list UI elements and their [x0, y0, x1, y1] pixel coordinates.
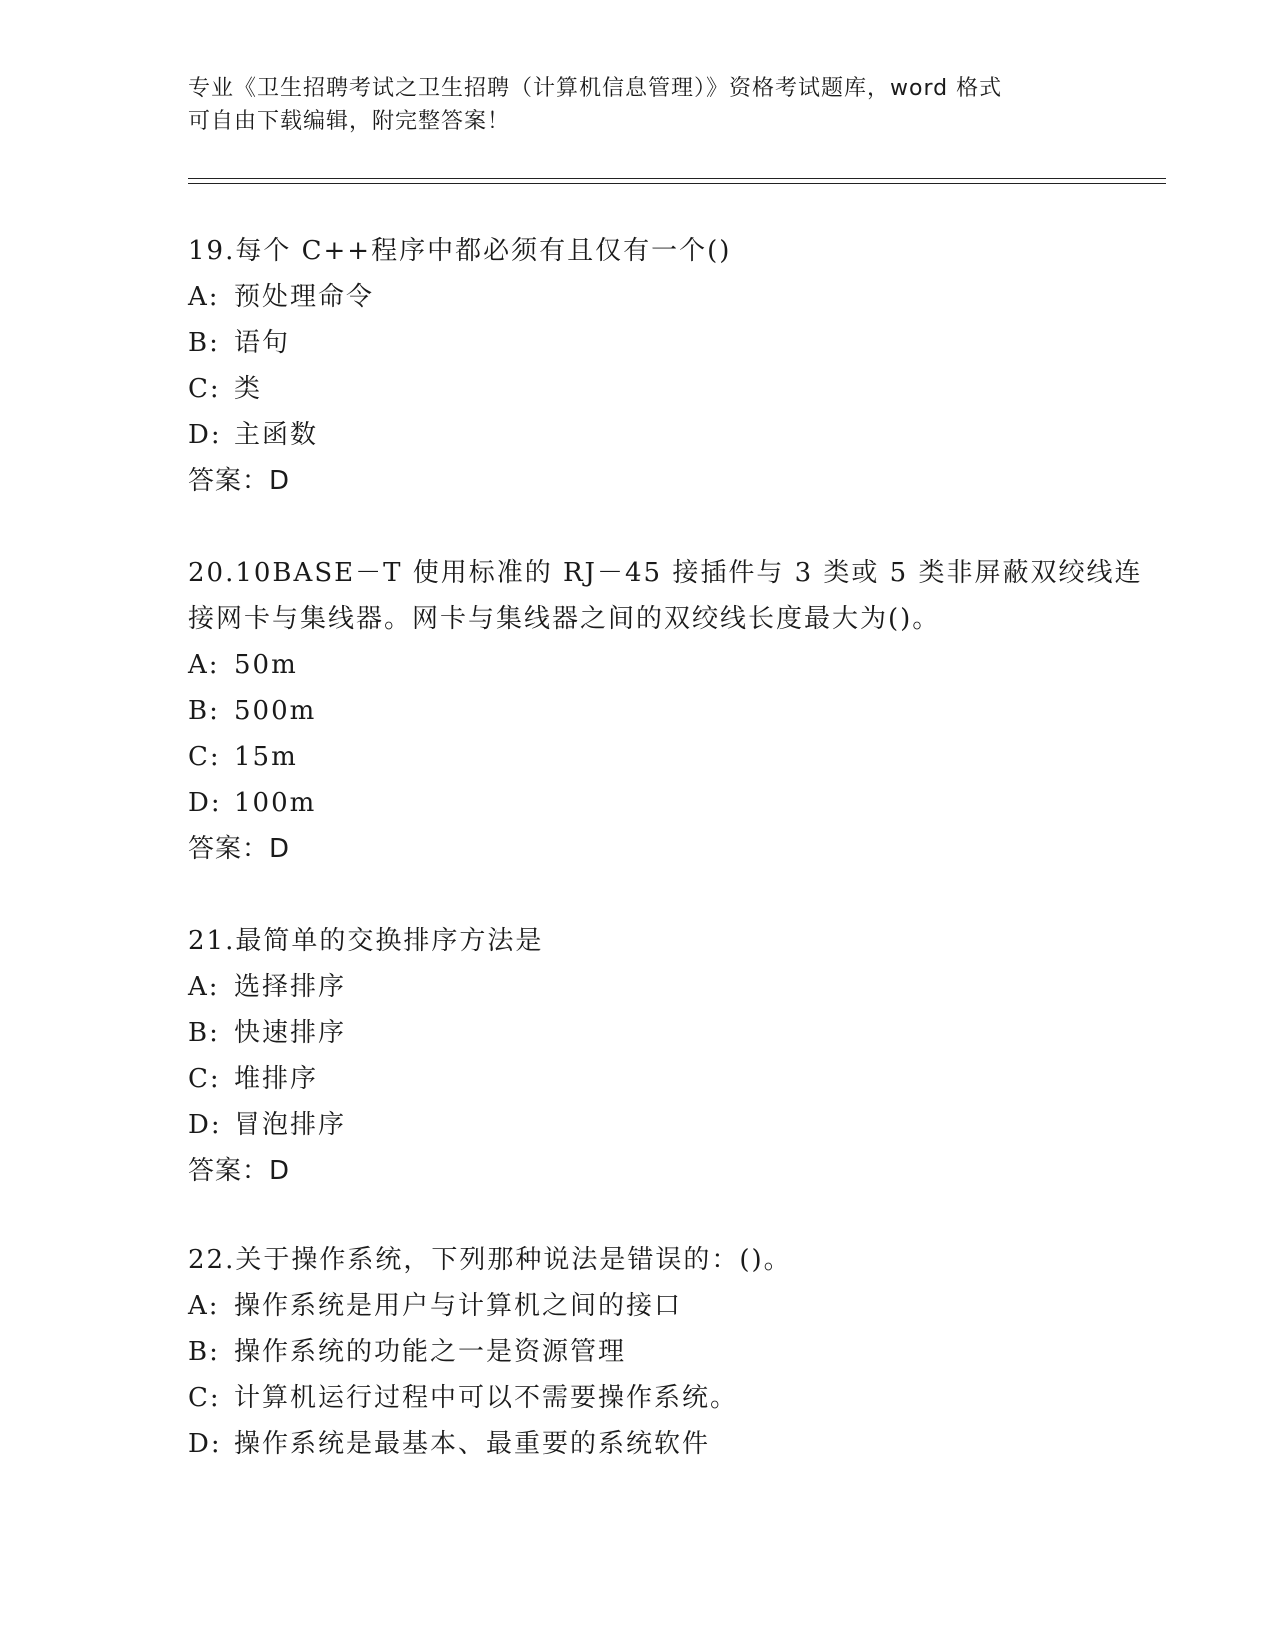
option-a [188, 642, 1188, 688]
option-letter: A: [188, 1291, 220, 1321]
document-header [188, 72, 1088, 138]
option-a [188, 274, 1188, 320]
option-d [188, 412, 1188, 458]
option-letter: D: [188, 420, 222, 450]
question-stem: 20.10BASE－T 使用标准的 RJ－45 接插件与 3 类或 5 类非屏蔽双绞线连 [188, 558, 1143, 588]
option-c [188, 1375, 1188, 1421]
option-text: 50m [234, 650, 298, 680]
option-text: 操作系统是用户与计算机之间的接口 [234, 1291, 683, 1321]
option-c [188, 1056, 1188, 1102]
option-c [188, 734, 1188, 780]
option-text: 堆排序 [234, 1064, 319, 1094]
option-letter: B: [188, 1337, 220, 1367]
option-letter: A: [188, 650, 220, 680]
option-text: 选择排序 [234, 972, 347, 1002]
question-stem-continued: 接网卡与集线器。网卡与集线器之间的双绞线长度最大为()。 [188, 604, 941, 634]
question-22 [188, 1237, 1188, 1467]
option-letter: B: [188, 1018, 220, 1048]
header-divider-bottom [188, 183, 1166, 184]
option-text: 500m [234, 696, 317, 726]
option-c [188, 366, 1188, 412]
option-letter: B: [188, 328, 220, 358]
option-text: 操作系统是最基本、最重要的系统软件 [234, 1429, 711, 1459]
option-letter: B: [188, 696, 220, 726]
option-text: 语句 [234, 328, 291, 358]
question-21 [188, 918, 1188, 1194]
option-text: 类 [234, 374, 263, 404]
question-19 [188, 228, 1188, 504]
option-a [188, 1283, 1188, 1329]
option-d [188, 1421, 1188, 1467]
question-stem: 22.关于操作系统，下列那种说法是错误的：()。 [188, 1245, 792, 1275]
header-divider-top [188, 178, 1166, 179]
answer: 答案：D [188, 466, 291, 496]
option-text: 15m [234, 742, 298, 772]
option-letter: C: [188, 1383, 221, 1413]
option-letter: A: [188, 972, 220, 1002]
option-text: 主函数 [234, 420, 319, 450]
header-line-2: 可自由下载编辑，附完整答案！ [188, 109, 511, 134]
answer: 答案：D [188, 1156, 291, 1186]
option-d [188, 780, 1188, 826]
option-text: 操作系统的功能之一是资源管理 [234, 1337, 627, 1367]
option-text: 计算机运行过程中可以不需要操作系统。 [234, 1383, 739, 1413]
answer: 答案：D [188, 834, 291, 864]
header-line-1: 专业《卫生招聘考试之卫生招聘（计算机信息管理）》资格考试题库，word 格式 [188, 76, 1003, 101]
option-a [188, 964, 1188, 1010]
question-20 [188, 550, 1188, 872]
option-d [188, 1102, 1188, 1148]
option-text: 预处理命令 [234, 282, 375, 312]
option-text: 冒泡排序 [234, 1110, 347, 1140]
option-letter: D: [188, 1429, 222, 1459]
option-letter: D: [188, 788, 222, 818]
option-b [188, 1010, 1188, 1056]
option-letter: C: [188, 742, 221, 772]
option-b [188, 1329, 1188, 1375]
option-letter: C: [188, 374, 221, 404]
option-letter: C: [188, 1064, 221, 1094]
option-letter: A: [188, 282, 220, 312]
question-stem: 21.最简单的交换排序方法是 [188, 926, 544, 956]
option-b [188, 320, 1188, 366]
option-text: 快速排序 [234, 1018, 347, 1048]
question-stem: 19.每个 C++程序中都必须有且仅有一个() [188, 236, 732, 266]
option-b [188, 688, 1188, 734]
option-letter: D: [188, 1110, 222, 1140]
option-text: 100m [234, 788, 317, 818]
